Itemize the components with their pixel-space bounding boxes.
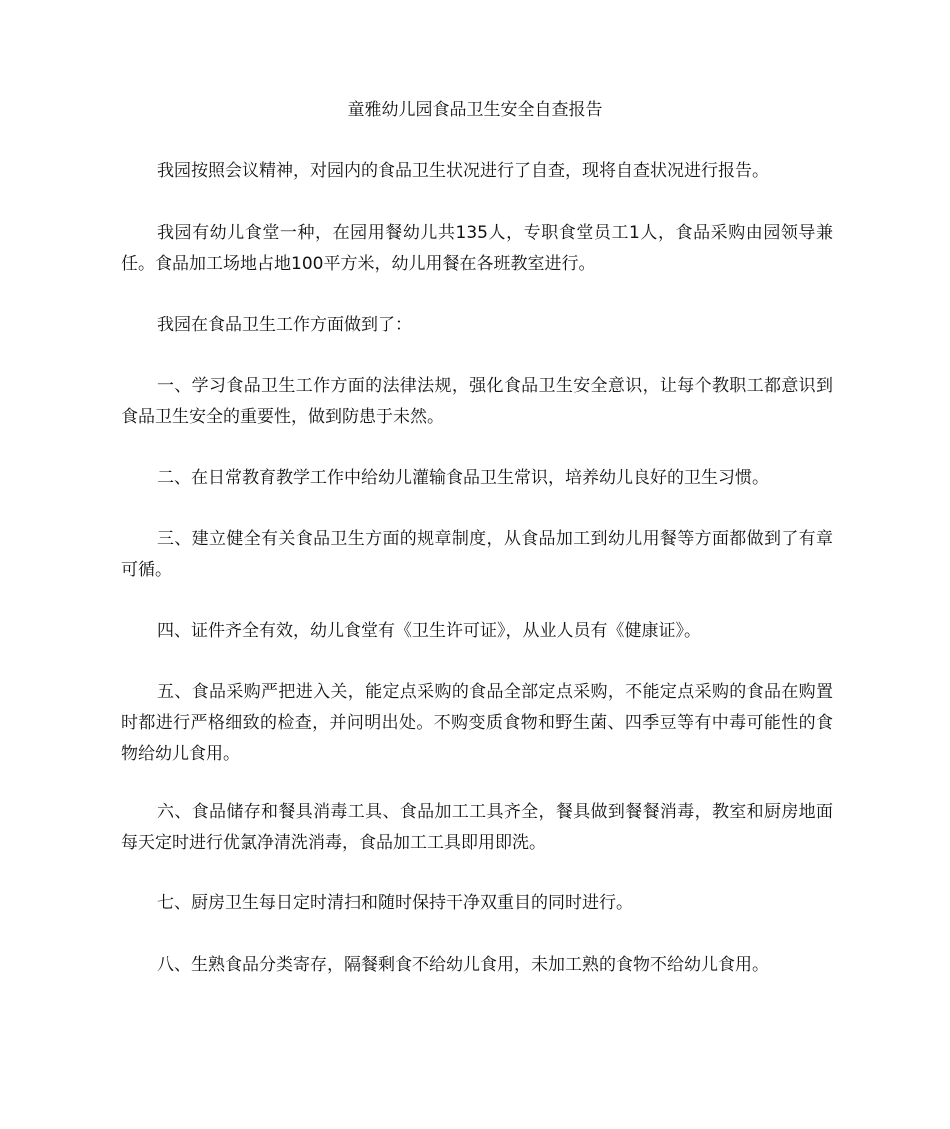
- paragraph-measures-heading: 我园在食品卫生工作方面做到了：: [157, 315, 412, 335]
- paragraph-overview: 我园有幼儿食堂一种，在园用餐幼儿共135人，专职食堂员工1人，食品采购由园领导兼任。食品加工场地占地100平方米，幼儿用餐在各班教室进行。: [121, 223, 833, 274]
- paragraph-item-2: 二、在日常教育教学工作中给幼儿灌输食品卫生常识，培养幼儿良好的卫生习惯。: [157, 468, 769, 488]
- paragraph-item-4: 四、证件齐全有效，幼儿食堂有《卫生许可证》，从业人员有《健康证》。: [157, 621, 701, 641]
- paragraph-item-3: 三、建立健全有关食品卫生方面的规章制度，从食品加工到幼儿用餐等方面都做到了有章可循。: [121, 529, 833, 580]
- paragraph-item-1: 一、学习食品卫生工作方面的法律法规，强化食品卫生安全意识，让每个教职工都意识到食品卫生安全的重要性，做到防患于未然。: [121, 376, 833, 427]
- paragraph-intro: 我园按照会议精神，对园内的食品卫生状况进行了自查，现将自查状况进行报告。: [157, 161, 769, 181]
- paragraph-item-7: 七、厨房卫生每日定时清扫和随时保持干净双重目的同时进行。: [157, 893, 633, 913]
- paragraph-item-8: 八、生熟食品分类寄存，隔餐剩食不给幼儿食用，未加工熟的食物不给幼儿食用。: [157, 955, 769, 975]
- paragraph-item-6: 六、食品储存和餐具消毒工具、食品加工工具齐全，餐具做到餐餐消毒，教室和厨房地面每天定时进行优氯净清洗消毒，食品加工工具即用即洗。: [121, 802, 833, 853]
- document-title: 童雅幼儿园食品卫生安全自查报告: [347, 100, 603, 120]
- paragraph-item-5: 五、食品采购严把进入关，能定点采购的食品全部定点采购，不能定点采购的食品在购置时都进行严格细致的检查，并问明出处。不购变质食物和野生菌、四季豆等有中毒可能性的食物给幼儿食用。: [121, 682, 833, 764]
